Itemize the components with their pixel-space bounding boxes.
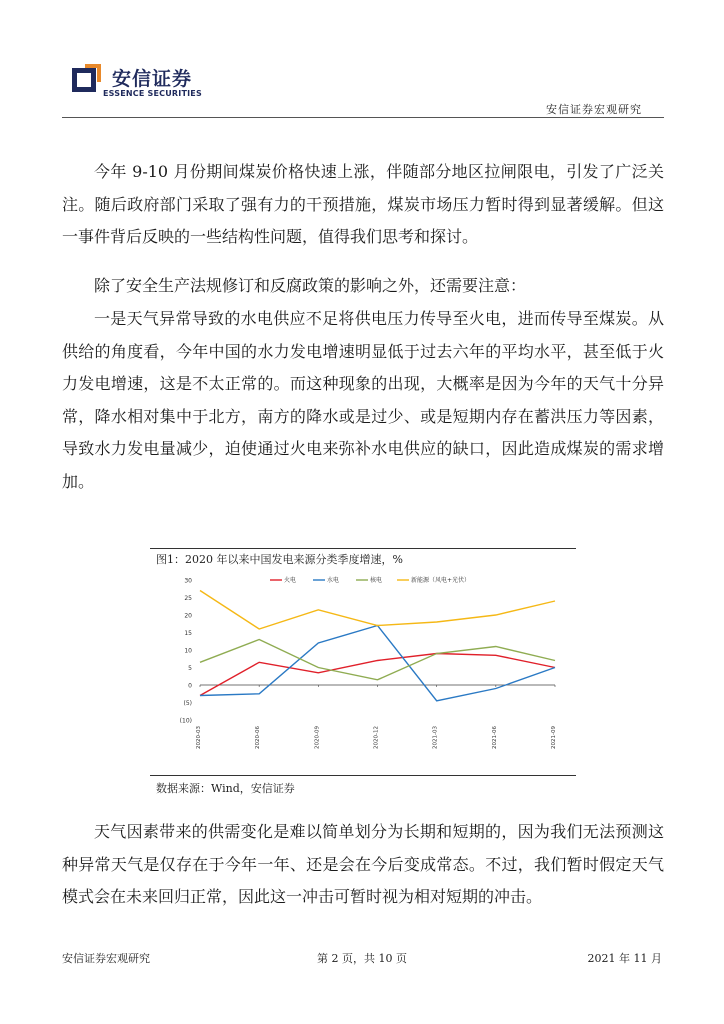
footer-date: 2021 年 11 月 xyxy=(587,952,662,965)
x-tick-label: 2021-06 xyxy=(491,726,498,749)
series-line xyxy=(200,591,555,630)
company-logo-icon xyxy=(72,64,104,96)
figure-caption: 图1：2020 年以来中国发电来源分类季度增速，% xyxy=(156,553,403,566)
x-tick-label: 2020-09 xyxy=(314,726,321,749)
y-tick-label: 30 xyxy=(184,577,192,585)
y-tick-label: 20 xyxy=(184,612,192,620)
x-tick-label: 2020-06 xyxy=(255,726,262,749)
x-tick-label: 2021-03 xyxy=(432,726,439,749)
figure-top-rule xyxy=(150,548,576,549)
y-tick-label: (10) xyxy=(179,717,192,725)
legend-label: 水电 xyxy=(327,577,340,584)
x-tick-label: 2021-09 xyxy=(551,726,557,749)
paragraph-weather-hydro: 一是天气异常导致的水电供应不足将供电压力传导至火电，进而传导至煤炭。从供给的角度看，今年中国的水力发电增速明显低于过去六年的平均水平，甚至低于火力发电增速，这是不太正常的。而这种现象的出现，大概率是因为今年的天气十分异常，降水相对集中于北方，南方的降水或是过少、或是短期内存在蓄洪压力等因素，导致水力发电量减少，迫使通过火电来弥补水电供应的缺口，因此造成煤炭的需求增加。 xyxy=(62,309,664,491)
company-logo-english: ESSENCE SECURITIES xyxy=(103,89,202,98)
paragraph-note: 除了安全生产法规修订和反腐政策的影响之外，还需要注意： xyxy=(94,276,527,295)
figure-bottom-rule xyxy=(150,775,576,776)
header-divider xyxy=(62,117,664,118)
footer-report-series: 安信证券宏观研究 xyxy=(62,952,150,965)
figure-source: 数据来源：Wind，安信证券 xyxy=(156,782,295,795)
series-line xyxy=(200,626,555,701)
footer-page-number: 第 2 页，共 10 页 xyxy=(317,952,407,965)
x-tick-label: 2020-03 xyxy=(196,726,202,749)
y-tick-label: 10 xyxy=(184,647,192,655)
y-tick-label: 15 xyxy=(184,630,192,637)
series-line xyxy=(200,640,555,680)
y-tick-label: 5 xyxy=(188,665,192,672)
company-logo-text: 安信证券 xyxy=(112,68,193,90)
header-report-series: 安信证券宏观研究 xyxy=(546,103,642,116)
line-chart xyxy=(150,570,576,775)
x-tick-label: 2020-12 xyxy=(373,726,380,749)
series-line xyxy=(200,654,555,696)
legend-label: 新能源（风电+光伏） xyxy=(411,577,471,584)
y-tick-label: (5) xyxy=(183,700,192,707)
legend-label: 核电 xyxy=(370,577,383,584)
y-tick-label: 25 xyxy=(184,595,192,602)
legend-label: 火电 xyxy=(284,577,297,584)
paragraph-weather-outlook: 天气因素带来的供需变化是难以简单划分为长期和短期的，因为我们无法预测这种异常天气是仅存在于今年一年、还是会在今后变成常态。不过，我们暂时假定天气模式会在未来回归正常，因此这一冲击可暂时视为相对短期的冲击。 xyxy=(62,822,664,906)
y-tick-label: 0 xyxy=(188,682,192,690)
paragraph-intro: 今年 9-10 月份期间煤炭价格快速上涨，伴随部分地区拉闸限电，引发了广泛关注。随后政府部门采取了强有力的干预措施，煤炭市场压力暂时得到显著缓解。但这一事件背后反映的一些结构性问题，值得我们思考和探讨。 xyxy=(62,162,664,246)
